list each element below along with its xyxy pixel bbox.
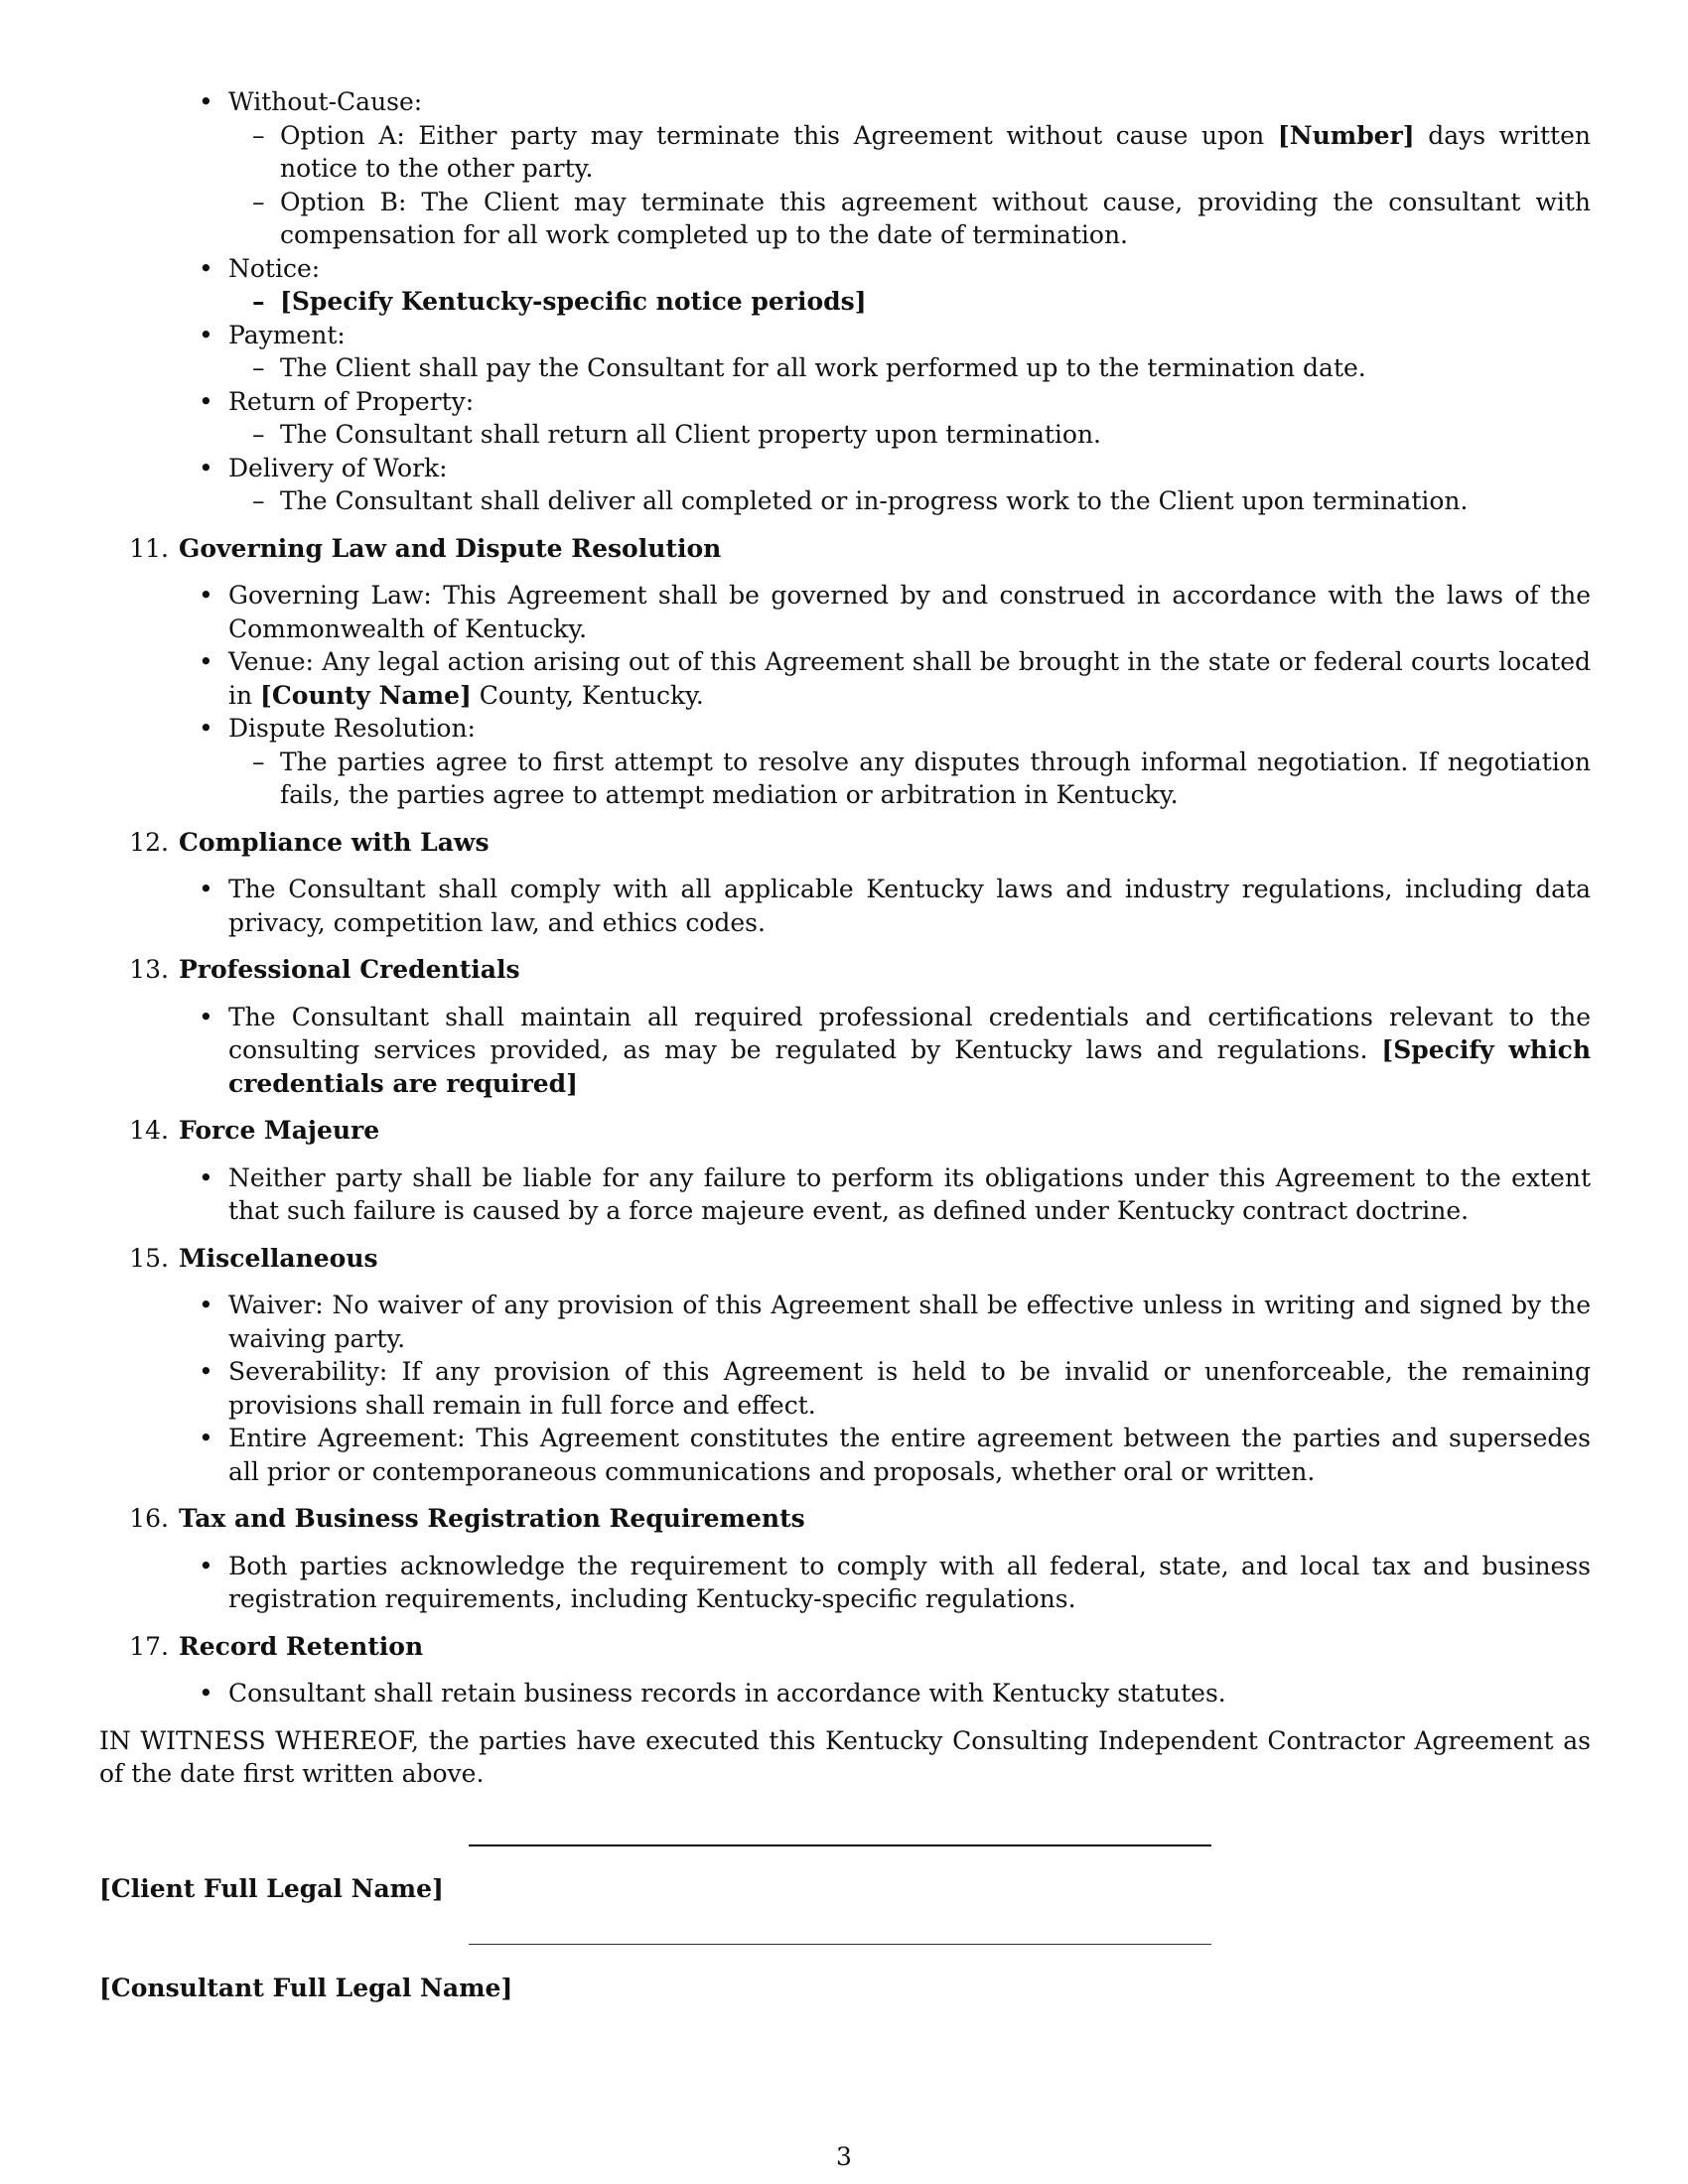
section-number: 11. [129,533,169,563]
witness-clause [99,1724,1591,1791]
notice-placeholder: [Specify Kentucky-specific notice periods] [280,287,867,316]
payment-item [99,319,1591,352]
termination-continued [99,85,1591,518]
consultant-name-placeholder: [Consultant Full Legal Name] [99,1973,513,2002]
notice-item [99,252,1591,286]
section-title: Tax and Business Registration Requirements [179,1504,805,1533]
record-retention-item [99,1677,1591,1710]
payment-label: Payment: [228,320,346,349]
section-number: 12. [129,827,169,857]
tax-item [99,1550,1591,1616]
section-title: Record Retention [179,1631,424,1661]
signature-block [99,1791,1591,2002]
option-a-text-end: days written notice to the other party. [280,120,1591,183]
section-17 [99,1630,1591,1710]
option-b-text: Option B: The Client may terminate this agreement without cause, providing the consultant with compensation for all work completed up to the date of termination. [280,187,1591,249]
section-number: 16. [129,1504,169,1533]
notice-label: Notice: [228,253,321,283]
delivery-label: Delivery of Work: [228,453,448,482]
number-placeholder: [Number] [1277,120,1415,150]
force-majeure-text: Neither party shall be liable for any failure to perform its obligations under this Agreement to the extent that such failure is caused by a force majeure event, as defined under Kentucky contract doctrine. [228,1162,1591,1225]
force-majeure-item [99,1161,1591,1228]
governing-law-item [99,579,1591,645]
record-retention-text: Consultant shall retain business records in accordance with Kentucky statutes. [228,1679,1226,1707]
client-signature-line[interactable] [469,1844,1211,1846]
credentials-placeholder: [Specify which credentials are required] [228,1035,1591,1098]
severability-text: Severability: If any provision of this Agreement is held to be invalid or unenforceable, the remaining provisions shall remain in full force and effect. [228,1357,1591,1420]
return-item [99,385,1591,419]
payment-text: The Client shall pay the Consultant for all work performed up to the termination date. [280,353,1366,382]
section-title: Force Majeure [179,1116,380,1145]
compliance-text: The Consultant shall comply with all applicable Kentucky laws and industry regulations, including data privacy, competition law, and ethics codes. [228,875,1591,937]
county-placeholder: [County Name] [260,680,472,710]
without-cause-label: Without-Cause: [228,87,423,116]
dispute-subitem [99,746,1591,812]
section-12 [99,826,1591,940]
page-number: 3 [836,2142,852,2171]
compliance-item [99,873,1591,939]
section-title: Professional Credentials [179,955,520,984]
section-14 [99,1114,1591,1228]
venue-text: Venue: Any legal action arising out of this Agreement shall be brought in the state or federal courts located in [228,647,1591,710]
return-label: Return of Property: [228,386,475,416]
section-heading [99,1630,1591,1664]
venue-text-end: County, Kentucky. [471,680,704,710]
section-number: 17. [129,1631,169,1661]
section-title: Governing Law and Dispute Resolution [179,533,722,563]
section-13 [99,953,1591,1100]
notice-subitem [99,285,1591,319]
section-heading [99,532,1591,566]
without-cause-item [99,85,1591,119]
section-15 [99,1242,1591,1489]
return-subitem [99,418,1591,452]
witness-text: IN WITNESS WHEREOF, the parties have executed this Kentucky Consulting Independent Contractor Agreement as of the date first written above. [99,1725,1591,1788]
client-name-placeholder: [Client Full Legal Name] [99,1873,444,1903]
section-number: 14. [129,1116,169,1145]
section-heading [99,1502,1591,1536]
waiver-item [99,1289,1591,1355]
entire-agreement-text: Entire Agreement: This Agreement constitutes the entire agreement between the parties and supersedes all prior or contemporaneous communications and proposals, whether oral or written. [228,1424,1591,1486]
section-title: Miscellaneous [179,1243,378,1273]
credentials-text: The Consultant shall maintain all required professional credentials and certifications relevant to the consulting services provided, as may be regulated by Kentucky laws and regulations. [228,1002,1591,1064]
consultant-signature-line[interactable] [469,1944,1211,1945]
dispute-item [99,712,1591,746]
section-heading [99,1242,1591,1276]
option-b-item [99,186,1591,252]
section-heading [99,1114,1591,1148]
section-number: 15. [129,1243,169,1273]
tax-text: Both parties acknowledge the requirement to comply with all federal, state, and local tax and business registration requirements, including Kentucky-specific regulations. [228,1551,1591,1613]
dispute-label: Dispute Resolution: [228,714,476,743]
delivery-subitem [99,484,1591,518]
waiver-text: Waiver: No waiver of any provision of this Agreement shall be effective unless in writing and signed by the waiving party. [228,1291,1591,1353]
severability-item [99,1355,1591,1422]
governing-law-text: Governing Law: This Agreement shall be governed by and construed in accordance with the laws of the Commonwealth of Kentucky. [228,581,1591,643]
section-number: 13. [129,955,169,984]
section-16 [99,1502,1591,1616]
section-heading [99,826,1591,860]
credentials-item [99,1001,1591,1101]
venue-item [99,645,1591,712]
delivery-text: The Consultant shall deliver all completed or in-progress work to the Client upon termination. [280,486,1469,515]
section-title: Compliance with Laws [179,827,490,857]
delivery-item [99,452,1591,485]
option-a-text: Option A: Either party may terminate this Agreement without cause upon [280,120,1278,150]
entire-agreement-item [99,1422,1591,1488]
section-heading [99,953,1591,987]
document-page [99,85,1591,2002]
section-11 [99,532,1591,812]
dispute-text: The parties agree to first attempt to resolve any disputes through informal negotiation. If negotiation fails, the parties agree to attempt mediation or arbitration in Kentucky. [280,747,1591,809]
return-text: The Consultant shall return all Client property upon termination. [280,420,1102,449]
option-a-item [99,119,1591,186]
payment-subitem [99,351,1591,385]
